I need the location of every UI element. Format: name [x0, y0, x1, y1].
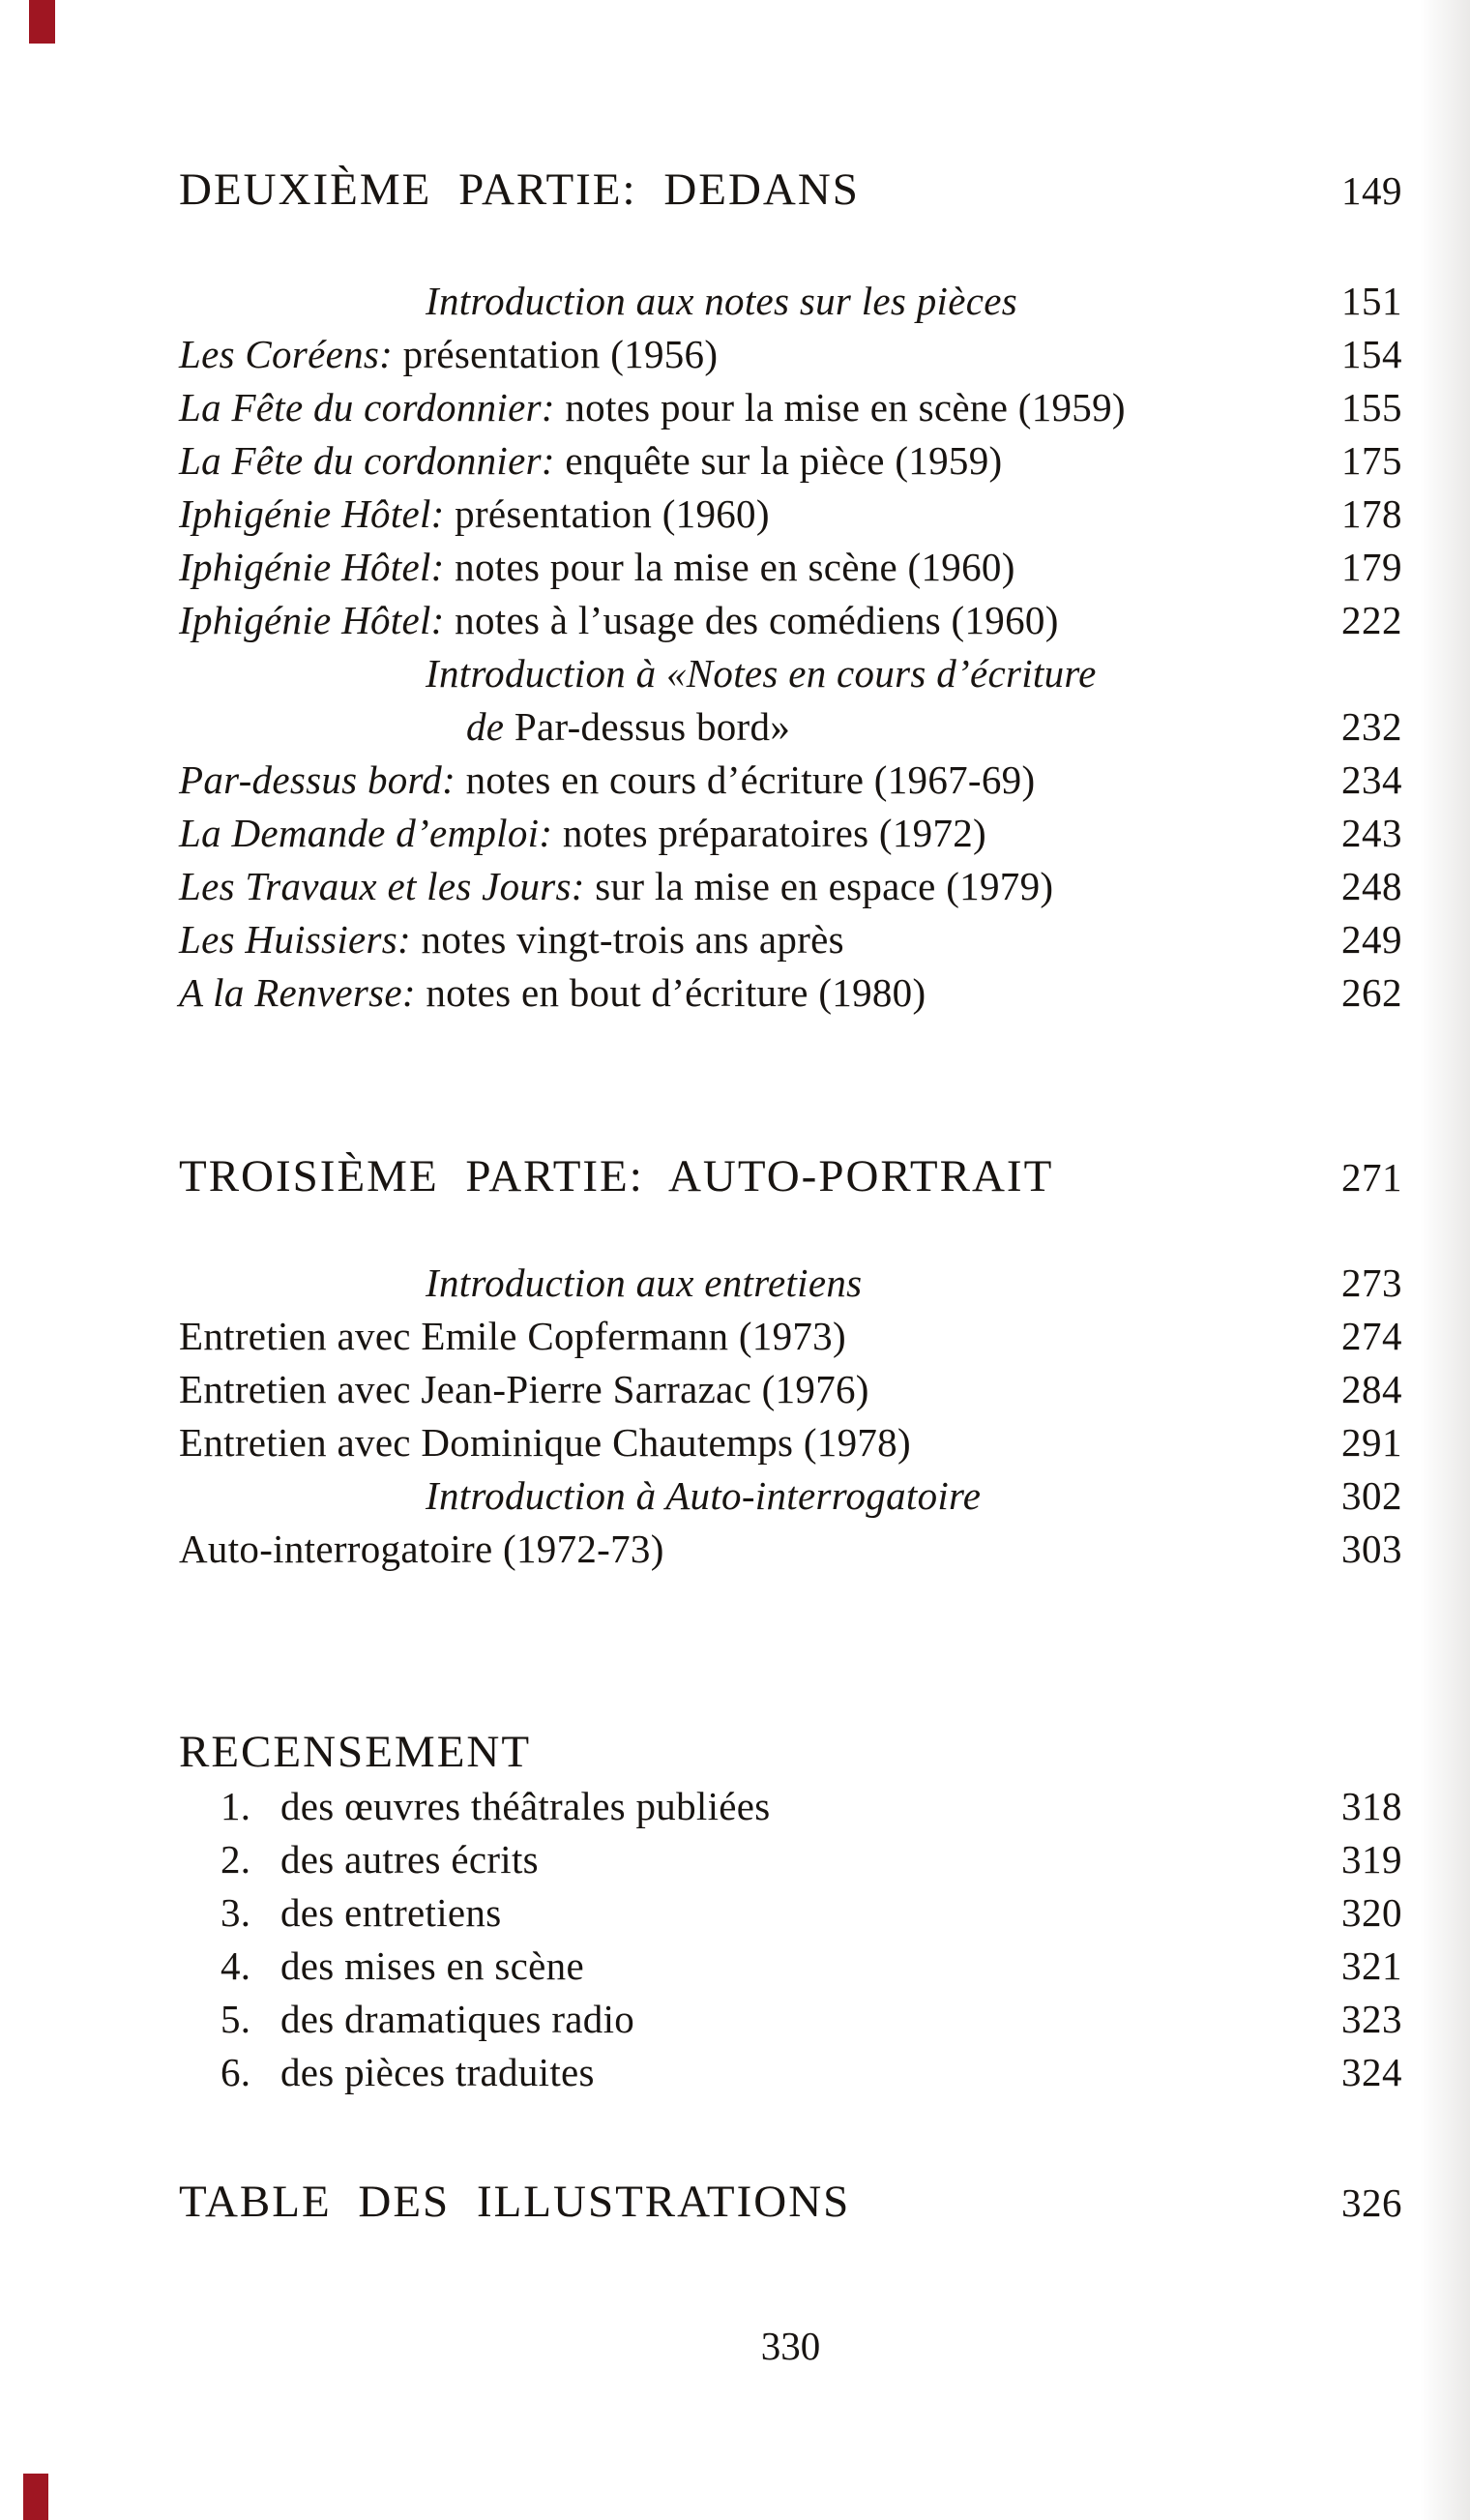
- toc-entry-page-number: 291: [1341, 1420, 1402, 1465]
- toc-entry: [179, 1833, 1402, 1886]
- toc-entry-text-segment: des entretiens: [280, 1890, 502, 1935]
- toc-entry-page-number: 318: [1341, 1784, 1402, 1828]
- toc-entry: [179, 328, 1402, 381]
- toc-entry-title: [179, 1416, 911, 1469]
- toc-entry-text-segment: notes en bout d’écriture (1980): [415, 970, 926, 1015]
- toc-entry-text-segment: Iphigénie Hôtel:: [179, 545, 445, 589]
- toc-entry-page-number: 274: [1341, 1314, 1402, 1358]
- red-scan-mark-bottom-left: [23, 2474, 48, 2520]
- toc-entry-page-number: 320: [1341, 1890, 1402, 1935]
- toc-entry-page-number: 303: [1341, 1527, 1402, 1571]
- toc-entry-number: 2.: [220, 1837, 251, 1882]
- folio-page-number: 330: [760, 2324, 821, 2368]
- section-heading: RECENSEMENT: [179, 1727, 532, 1777]
- toc-entry-text-segment: présentation (1960): [444, 491, 770, 536]
- entries-deuxieme-partie: [179, 275, 1402, 1020]
- toc-entry-title: [179, 913, 844, 966]
- toc-entry-page-number: 324: [1341, 2050, 1402, 2094]
- toc-entry-page-number: 179: [1341, 545, 1402, 589]
- toc-entry-text-segment: Entretien avec Jean-Pierre Sarrazac (1976): [179, 1367, 869, 1411]
- toc-entry-page-number: 234: [1341, 757, 1402, 802]
- toc-entry-page-number: 248: [1341, 864, 1402, 908]
- toc-entry-title: [426, 1469, 981, 1523]
- toc-entry: [179, 860, 1402, 913]
- part-page-number: 149: [1341, 168, 1402, 213]
- toc-entry-number: 4.: [220, 1943, 251, 1988]
- toc-entry-title: [179, 1780, 771, 1833]
- toc-entry-number: 6.: [220, 2050, 251, 2094]
- part-heading-row: [179, 1151, 1402, 1202]
- part-heading-row: [179, 164, 1402, 216]
- toc-entry: [179, 1416, 1402, 1469]
- toc-entry-text-segment: Iphigénie Hôtel:: [179, 491, 445, 536]
- toc-entry-page-number: 302: [1341, 1473, 1402, 1518]
- section-table-des-illustrations: [179, 2177, 1402, 2228]
- toc-entry-text-segment: Par-dessus bord:: [179, 757, 456, 802]
- entries-recensement: [179, 1780, 1402, 2099]
- toc-entry-title: [179, 488, 770, 541]
- entries-troisieme-partie: [179, 1257, 1402, 1576]
- toc-entry: [179, 1310, 1402, 1363]
- toc-entry-page-number: 319: [1341, 1837, 1402, 1882]
- toc-entry-text-segment: des autres écrits: [280, 1837, 539, 1882]
- toc-entry-page-number: 284: [1341, 1367, 1402, 1411]
- toc-entry-title: [179, 434, 1002, 488]
- toc-entry-text-segment: notes à l’usage des comédiens (1960): [444, 598, 1059, 642]
- toc-entry-title: [466, 700, 790, 754]
- toc-entry-title: [179, 1940, 584, 1993]
- toc-entry-page-number: 273: [1341, 1260, 1402, 1305]
- toc-entry-text-segment: des mises en scène: [280, 1943, 584, 1988]
- toc-entry: [179, 754, 1402, 807]
- toc-entry-page-number: 154: [1341, 332, 1402, 376]
- toc-entry-title: [179, 1363, 869, 1416]
- toc-entry: [179, 966, 1402, 1020]
- toc-entry-number: 5.: [220, 1997, 251, 2041]
- toc-entry-text-segment: A la Renverse:: [179, 970, 416, 1015]
- toc-entry-text-segment: sur la mise en espace (1979): [584, 864, 1054, 908]
- section-heading-row: [179, 1727, 1402, 1777]
- part-page-number: 271: [1341, 1155, 1402, 1200]
- toc-entry-page-number: 222: [1341, 598, 1402, 642]
- toc-entry: [179, 913, 1402, 966]
- toc-entry-text-segment: notes pour la mise en scène (1959): [554, 385, 1126, 430]
- toc-entry-title: [179, 328, 718, 381]
- toc-entry-text-segment: Introduction à Auto-interrogatoire: [426, 1473, 982, 1518]
- toc-entry-text-segment: Introduction aux notes sur les pièces: [426, 279, 1017, 323]
- toc-entry-text-segment: Les Coréens:: [179, 332, 394, 376]
- toc-entry-text-segment: Entretien avec Dominique Chautemps (1978): [179, 1420, 911, 1465]
- toc-entry-page-number: 321: [1341, 1943, 1402, 1988]
- part-heading: DEUXIÈME PARTIE: DEDANS: [179, 164, 860, 215]
- page-number-footer: [179, 2320, 1402, 2373]
- toc-entry: [179, 1469, 1402, 1523]
- toc-entry: [179, 594, 1402, 647]
- toc-entry: [179, 541, 1402, 594]
- toc-entry-text-segment: de: [466, 704, 514, 749]
- toc-entry-text-segment: Auto-interrogatoire (1972-73): [179, 1527, 664, 1571]
- toc-entry-text-segment: notes pour la mise en scène (1960): [444, 545, 1015, 589]
- toc-entry: [179, 1363, 1402, 1416]
- toc-entry-title: [179, 1833, 539, 1886]
- toc-entry-text-segment: notes en cours d’écriture (1967-69): [456, 757, 1036, 802]
- toc-entry: [179, 1780, 1402, 1833]
- toc-entry-title: [179, 381, 1126, 434]
- toc-entry-page-number: 178: [1341, 491, 1402, 536]
- toc-entry: [179, 1257, 1402, 1310]
- toc-entry-title: [179, 807, 986, 860]
- toc-entry: [179, 488, 1402, 541]
- section-heading-row: [179, 2177, 1402, 2228]
- toc-entry: [179, 434, 1402, 488]
- toc-entry-text-segment: Par-dessus bord»: [514, 704, 791, 749]
- toc-entry-page-number: 151: [1341, 279, 1402, 323]
- toc-entry: [179, 1523, 1402, 1576]
- toc-entry-text-segment: La Fête du cordonnier:: [179, 438, 555, 483]
- toc-entry-page-number: 262: [1341, 970, 1402, 1015]
- toc-entry: [179, 381, 1402, 434]
- toc-entry-title: [179, 754, 1035, 807]
- toc-entry: [179, 647, 1402, 700]
- toc-entry-text-segment: des pièces traduites: [280, 2050, 595, 2094]
- section-heading: TABLE DES ILLUSTRATIONS: [179, 2177, 851, 2227]
- toc-entry: [179, 700, 1402, 754]
- toc-entry-title: [179, 541, 1015, 594]
- toc-entry-text-segment: notes vingt-trois ans après: [410, 917, 844, 962]
- toc-entry: [179, 2046, 1402, 2099]
- toc-entry-text-segment: La Fête du cordonnier:: [179, 385, 555, 430]
- toc-entry-page-number: 155: [1341, 385, 1402, 430]
- toc-entry-page-number: 243: [1341, 811, 1402, 855]
- section-recensement: [179, 1727, 1402, 2099]
- toc-entry-title: [426, 1257, 862, 1310]
- toc-entry-title: [179, 966, 926, 1020]
- toc-entry-text-segment: Les Travaux et les Jours:: [179, 864, 585, 908]
- part-heading: TROISIÈME PARTIE: AUTO-PORTRAIT: [179, 1151, 1054, 1201]
- toc-entry-title: [426, 275, 1017, 328]
- toc-entry-page-number: 249: [1341, 917, 1402, 962]
- toc-entry-text-segment: Entretien avec Emile Copfermann (1973): [179, 1314, 846, 1358]
- toc-entry-text-segment: Introduction aux entretiens: [426, 1260, 863, 1305]
- red-scan-mark-top-left: [29, 0, 55, 44]
- section-deuxieme-partie: [179, 164, 1402, 1020]
- toc-entry-title: [179, 2046, 595, 2099]
- toc-entry-text-segment: Iphigénie Hôtel:: [179, 598, 445, 642]
- section-troisieme-partie: [179, 1151, 1402, 1576]
- toc-entry-title: [179, 1993, 634, 2046]
- toc-entry-title: [426, 647, 1097, 700]
- toc-entry-title: [179, 594, 1059, 647]
- toc-entry-page-number: 232: [1341, 704, 1402, 749]
- toc-entry-page-number: 323: [1341, 1997, 1402, 2041]
- toc-entry-text-segment: notes préparatoires (1972): [552, 811, 987, 855]
- toc-entry: [179, 1993, 1402, 2046]
- toc-entry-title: [179, 1523, 664, 1576]
- toc-entry-number: 3.: [220, 1890, 251, 1935]
- toc-entry: [179, 275, 1402, 328]
- toc-entry-number: 1.: [220, 1784, 251, 1828]
- toc-entry: [179, 807, 1402, 860]
- toc-entry-text-segment: des dramatiques radio: [280, 1997, 635, 2041]
- toc-entry-title: [179, 860, 1053, 913]
- toc-entry: [179, 1886, 1402, 1940]
- toc-entry: [179, 1940, 1402, 1993]
- toc-entry-text-segment: Les Huissiers:: [179, 917, 411, 962]
- toc-entry-text-segment: Introduction à «Notes en cours d’écriture: [426, 651, 1097, 696]
- toc-entry-text-segment: enquête sur la pièce (1959): [554, 438, 1003, 483]
- toc-entry-text-segment: des œuvres théâtrales publiées: [280, 1784, 771, 1828]
- section-page-number: 326: [1341, 2180, 1402, 2225]
- toc-entry-text-segment: La Demande d’emploi:: [179, 811, 553, 855]
- toc-entry-page-number: 175: [1341, 438, 1402, 483]
- toc-entry-text-segment: présentation (1956): [393, 332, 719, 376]
- toc-entry-title: [179, 1310, 846, 1363]
- toc-entry-title: [179, 1886, 501, 1940]
